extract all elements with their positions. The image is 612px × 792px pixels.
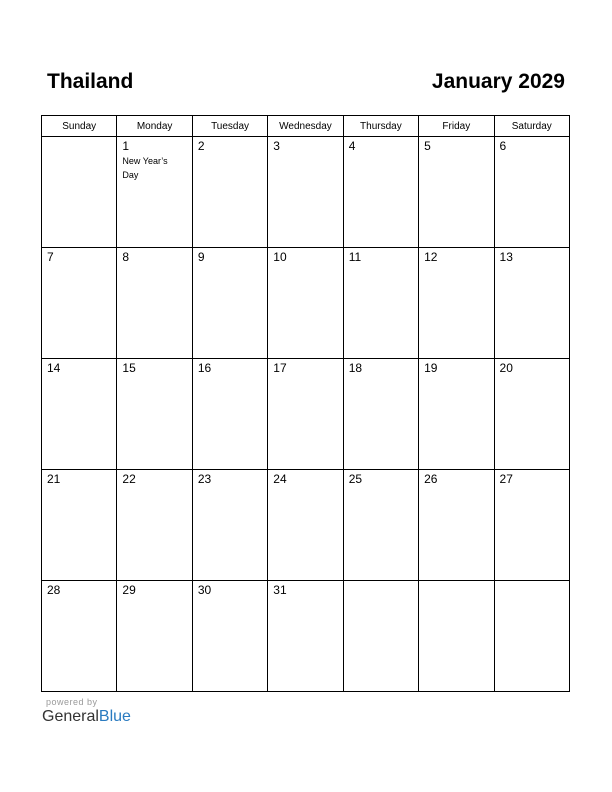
day-cell <box>268 248 343 359</box>
country-title: Thailand <box>47 70 134 93</box>
day-cell <box>42 470 117 581</box>
day-number: 6 <box>499 139 507 153</box>
day-cell <box>268 137 343 248</box>
weekday-sunday: Sunday <box>42 116 117 137</box>
day-number: 12 <box>424 250 438 264</box>
day-number <box>42 137 116 140</box>
weekday-thursday: Thursday <box>343 116 418 137</box>
brand-blue: Blue <box>98 708 131 725</box>
day-number: 26 <box>424 472 438 486</box>
day-cell <box>42 581 117 692</box>
day-cell <box>117 248 192 359</box>
generalblue-logo[interactable] <box>42 708 131 726</box>
day-number: 10 <box>273 250 287 264</box>
day-number: 5 <box>424 139 431 153</box>
day-cell <box>117 359 192 470</box>
day-number: 27 <box>499 472 513 486</box>
day-number: 13 <box>499 250 513 264</box>
day-cell <box>192 137 267 248</box>
day-cell <box>117 581 192 692</box>
day-number: 15 <box>122 361 136 375</box>
day-cell <box>494 137 569 248</box>
brand-general: General <box>42 708 99 725</box>
weekday-tuesday: Tuesday <box>192 116 267 137</box>
day-number: 18 <box>348 361 363 375</box>
day-cell <box>42 248 117 359</box>
day-number: 1 <box>122 139 130 153</box>
day-number: 28 <box>47 583 61 597</box>
weekday-header-row <box>42 116 570 137</box>
day-cell <box>192 248 267 359</box>
day-cell <box>419 359 494 470</box>
day-cell <box>419 137 494 248</box>
day-cell <box>494 470 569 581</box>
day-cell <box>268 359 343 470</box>
day-number: 20 <box>499 361 513 375</box>
day-number: 8 <box>122 250 130 264</box>
day-number: 23 <box>197 472 212 486</box>
day-number: 7 <box>47 250 54 264</box>
day-number <box>344 581 418 584</box>
day-number: 29 <box>122 583 136 597</box>
day-cell <box>192 470 267 581</box>
week-row <box>42 248 570 359</box>
weekday-saturday: Saturday <box>494 116 569 137</box>
day-number: 11 <box>348 250 362 264</box>
day-number: 2 <box>197 139 205 153</box>
day-cell <box>42 137 117 248</box>
day-cell <box>268 581 343 692</box>
day-number: 22 <box>122 472 136 486</box>
day-cell <box>343 359 418 470</box>
day-number: 30 <box>197 583 212 597</box>
day-cell <box>343 581 418 692</box>
day-number: 3 <box>273 139 280 153</box>
day-number: 21 <box>47 472 61 486</box>
day-number: 9 <box>197 250 205 264</box>
day-cell <box>419 470 494 581</box>
month-title: January 2029 <box>431 70 565 93</box>
week-row <box>42 470 570 581</box>
day-cell <box>192 581 267 692</box>
weekday-monday: Monday <box>117 116 192 137</box>
day-cell <box>117 137 192 248</box>
day-number: 19 <box>424 361 438 375</box>
day-cell <box>117 470 192 581</box>
day-number: 24 <box>273 472 287 486</box>
day-number <box>495 581 569 584</box>
day-number: 16 <box>197 361 212 375</box>
weekday-friday: Friday <box>419 116 494 137</box>
holiday-label: New Year’s Day <box>122 156 168 180</box>
day-number: 14 <box>47 361 61 375</box>
day-cell <box>494 359 569 470</box>
powered-by-text: powered by <box>46 697 98 707</box>
footer <box>42 697 131 726</box>
day-cell <box>419 581 494 692</box>
calendar-grid <box>41 115 570 692</box>
week-row <box>42 359 570 470</box>
day-cell <box>343 137 418 248</box>
weekday-wednesday: Wednesday <box>268 116 343 137</box>
day-number: 31 <box>273 583 287 597</box>
week-row <box>42 137 570 248</box>
day-cell <box>494 248 569 359</box>
day-cell <box>42 359 117 470</box>
day-number: 4 <box>348 139 356 153</box>
day-number: 17 <box>273 361 287 375</box>
day-cell <box>343 248 418 359</box>
day-cell <box>192 359 267 470</box>
day-cell <box>268 470 343 581</box>
day-cell <box>343 470 418 581</box>
day-cell <box>494 581 569 692</box>
week-row <box>42 581 570 692</box>
day-number: 25 <box>348 472 363 486</box>
day-number <box>419 581 493 584</box>
day-cell <box>419 248 494 359</box>
